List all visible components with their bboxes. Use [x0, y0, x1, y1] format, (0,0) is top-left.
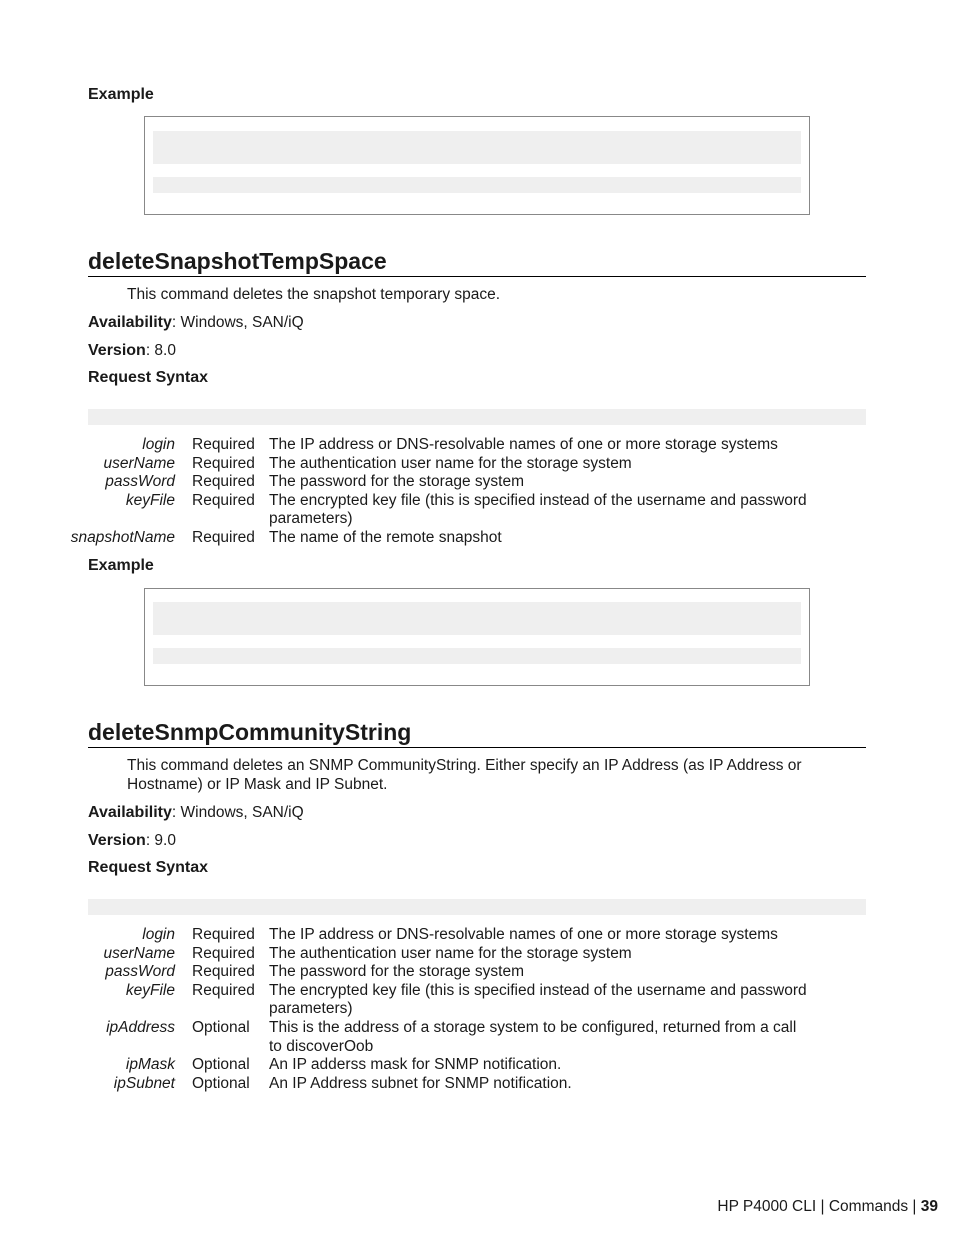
parameter-requirement: Required	[192, 528, 255, 546]
parameter-description: The IP address or DNS-resolvable names of one or more storage systems	[269, 926, 778, 943]
section-description: This command deletes the snapshot temporary space.	[127, 286, 501, 303]
parameter-name: snapshotName	[70, 528, 175, 546]
version-line	[88, 341, 176, 360]
parameter-requirement: Required	[192, 981, 255, 999]
parameter-row	[0, 529, 809, 548]
code-line	[153, 131, 801, 164]
page-footer	[717, 1198, 938, 1216]
section-description: This command deletes an SNMP CommunityString. Either specify an IP Address (as IP Address or Hostname) or IP Mask and IP Subnet.	[127, 757, 802, 793]
parameter-description: An IP Address subnet for SNMP notification.	[269, 1074, 572, 1092]
section-title: deleteSnapshotTempSpace	[88, 248, 866, 277]
parameter-description: This is the address of a storage system to be configured, returned from a call to discoverOob	[269, 1018, 797, 1055]
parameter-description: The password for the storage system	[269, 473, 525, 491]
availability-value: : Windows, SAN/iQ	[171, 314, 304, 331]
parameter-name: passWord	[105, 473, 175, 491]
parameter-requirement: Required	[192, 454, 255, 472]
page-number: 39	[920, 1198, 938, 1215]
code-line	[153, 177, 801, 193]
parameter-name: keyFile	[125, 981, 175, 999]
syntax-code-bar	[88, 409, 866, 425]
parameter-description: The IP address or DNS-resolvable names of one or more storage systems	[269, 436, 778, 453]
parameter-requirement: Required	[192, 491, 255, 509]
parameter-description: The name of the remote snapshot	[269, 528, 502, 546]
availability-line	[88, 313, 304, 332]
code-line	[153, 602, 801, 635]
availability-label: Availability	[88, 804, 172, 821]
footer-product: HP P4000 CLI	[717, 1198, 817, 1215]
parameter-requirement: Optional	[192, 1074, 250, 1092]
parameter-row	[0, 982, 809, 1019]
parameter-description: An IP adderss mask for SNMP notification.	[269, 1056, 562, 1074]
parameter-requirement: Required	[192, 944, 255, 962]
parameter-requirement: Required	[192, 963, 255, 981]
parameter-requirement: Required	[192, 436, 255, 453]
footer-separator: |	[912, 1198, 917, 1215]
request-syntax-label: Request Syntax	[88, 369, 209, 386]
parameter-description: The password for the storage system	[269, 963, 525, 981]
parameter-description: The encrypted key file (this is specified instead of the username and password parameters)	[269, 491, 807, 528]
parameter-row	[0, 492, 809, 529]
example-code-box	[144, 588, 810, 686]
parameter-name: ipSubnet	[113, 1074, 175, 1092]
parameter-requirement: Required	[192, 926, 255, 943]
availability-label: Availability	[88, 314, 172, 331]
version-label: Version	[88, 832, 146, 849]
availability-line	[88, 803, 304, 822]
parameter-name: keyFile	[125, 491, 175, 509]
parameter-row	[0, 1019, 809, 1056]
parameter-row	[0, 473, 809, 492]
parameter-row	[0, 455, 809, 474]
parameter-requirement: Required	[192, 473, 255, 491]
parameter-name: login	[142, 436, 175, 453]
parameter-requirement: Optional	[192, 1018, 250, 1036]
example-label: Example	[88, 557, 154, 574]
parameter-table	[0, 436, 809, 548]
parameter-description: The authentication user name for the storage system	[269, 454, 632, 472]
footer-separator: |	[820, 1198, 825, 1215]
code-line	[153, 648, 801, 664]
parameter-name: ipMask	[125, 1056, 175, 1074]
request-syntax-label: Request Syntax	[88, 859, 209, 876]
parameter-row	[0, 926, 809, 945]
parameter-name: userName	[103, 454, 175, 472]
parameter-description: The encrypted key file (this is specified instead of the username and password parameters)	[269, 981, 807, 1018]
parameter-row	[0, 1075, 809, 1094]
parameter-description: The authentication user name for the storage system	[269, 944, 632, 962]
availability-value: : Windows, SAN/iQ	[171, 804, 304, 821]
parameter-requirement: Optional	[192, 1056, 250, 1074]
version-line	[88, 831, 176, 850]
footer-chapter: Commands	[828, 1198, 909, 1215]
version-label: Version	[88, 342, 146, 359]
parameter-row	[0, 1056, 809, 1075]
parameter-row	[0, 945, 809, 964]
version-value: : 9.0	[145, 832, 176, 849]
example-label: Example	[88, 86, 154, 103]
parameter-row	[0, 963, 809, 982]
parameter-name: userName	[103, 944, 175, 962]
parameter-table	[0, 926, 809, 1093]
parameter-name: passWord	[105, 963, 175, 981]
syntax-code-bar	[88, 899, 866, 915]
example-code-box	[144, 116, 810, 215]
parameter-row	[0, 436, 809, 455]
version-value: : 8.0	[145, 342, 176, 359]
parameter-name: ipAddress	[106, 1018, 175, 1036]
parameter-name: login	[142, 926, 175, 943]
section-title: deleteSnmpCommunityString	[88, 719, 866, 748]
